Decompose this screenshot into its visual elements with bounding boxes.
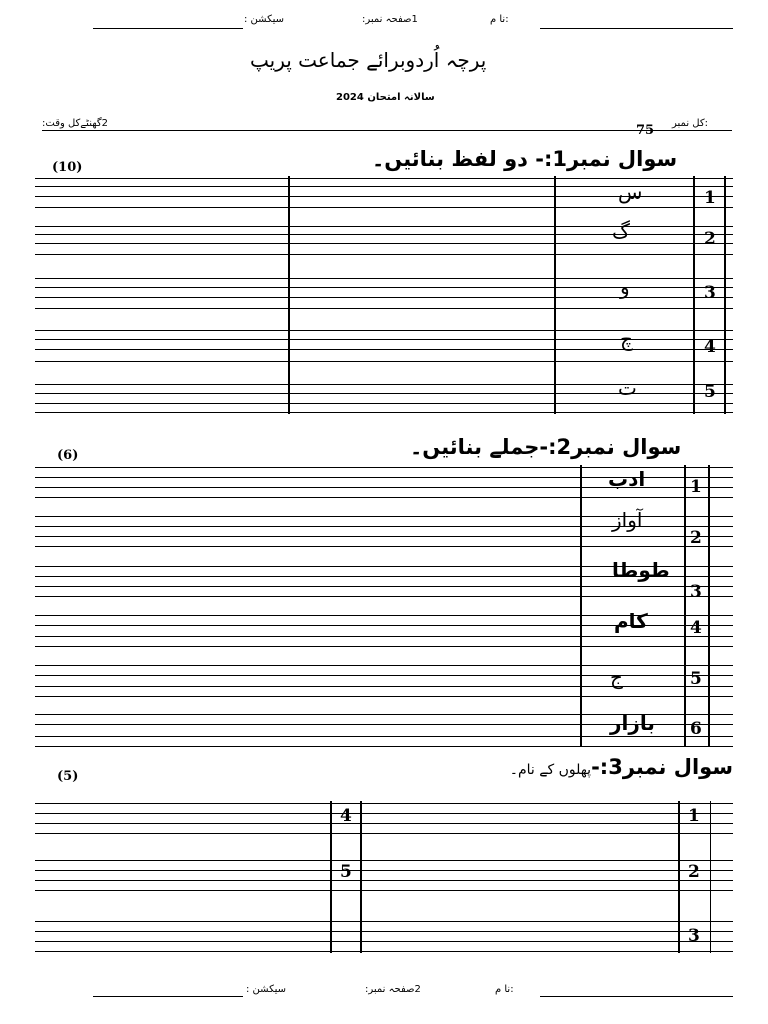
q3-col-divider-3 <box>678 801 680 953</box>
name-underline[interactable] <box>540 28 733 29</box>
q1-number-4: 4 <box>704 337 716 357</box>
q1-letter-1: س <box>618 180 643 204</box>
q1-title: سوال نمبر1:- دو لفظ بنائیں۔ <box>372 147 678 171</box>
q1-letter-3: و <box>620 275 630 299</box>
q2-number-4: 4 <box>690 618 702 638</box>
q2-word-4: کام <box>614 609 648 633</box>
q1-col-divider-3 <box>693 176 695 414</box>
q1-letter-2: گ <box>612 219 630 243</box>
q2-number-2: 2 <box>690 528 702 548</box>
q2-word-5: ج <box>610 665 623 689</box>
page-number-label: 1صفحہ نمبر: <box>362 14 418 25</box>
q3-number-3: 3 <box>688 926 700 946</box>
q1-number-3: 3 <box>704 283 716 303</box>
q3-col-divider-4 <box>710 801 711 953</box>
header-rule <box>42 130 732 131</box>
q2-number-1: 1 <box>690 477 702 497</box>
q2-col-divider-1 <box>580 465 582 747</box>
q3-number-1: 1 <box>688 806 700 826</box>
q1-number-5: 5 <box>704 382 716 402</box>
q3-marks: (5) <box>57 769 79 784</box>
q1-col-divider-1 <box>288 176 290 414</box>
total-marks-value: 75 <box>636 123 655 138</box>
q3-col-divider-2 <box>360 801 362 953</box>
q1-number-2: 2 <box>704 229 716 249</box>
section-underline[interactable] <box>93 28 243 29</box>
q2-word-3: طوطا <box>612 558 670 582</box>
footer-section-underline[interactable] <box>93 996 243 997</box>
q2-number-6: 6 <box>690 719 702 739</box>
q3-title <box>510 755 733 779</box>
page-subtitle: سالانہ امتحان 2024 <box>336 92 435 103</box>
q1-col-divider-4 <box>724 176 726 414</box>
q2-marks: (6) <box>57 448 79 463</box>
section-label: سیکشن : <box>244 14 284 25</box>
q3-title-main: سوال نمبر3:- <box>591 755 733 779</box>
q2-number-5: 5 <box>690 669 702 689</box>
q2-title: سوال نمبر2:-جملے بنائیں۔ <box>410 435 682 459</box>
q2-word-1: ادب <box>608 467 646 491</box>
q1-number-1: 1 <box>704 188 716 208</box>
footer-section-label: سیکشن : <box>246 984 286 995</box>
q2-col-divider-3 <box>708 465 710 747</box>
name-label: :نا م <box>490 14 509 25</box>
q2-col-divider-2 <box>684 465 686 747</box>
q3-number-5: 5 <box>340 862 352 882</box>
q1-letter-4: چ <box>620 327 633 351</box>
footer-page-number-label: 2صفحہ نمبر: <box>365 984 421 995</box>
time-label: 2گھنٹےکل وقت: <box>42 118 108 129</box>
q2-number-3: 3 <box>690 582 702 602</box>
footer-name-underline[interactable] <box>540 996 733 997</box>
q3-col-divider-1 <box>330 801 332 953</box>
q2-word-2: آواز <box>612 508 643 532</box>
q2-word-6: بازار <box>610 711 655 735</box>
q3-number-2: 2 <box>688 862 700 882</box>
q1-marks: (10) <box>52 160 83 175</box>
q3-title-sub: پھلوں کے نام۔ <box>509 762 592 778</box>
q1-col-divider-2 <box>554 176 556 414</box>
footer-name-label: :نا م <box>495 984 514 995</box>
page-title: پرچہ اُردوبرائے جماعت پریپ <box>250 48 487 72</box>
q1-letter-5: ت <box>618 376 637 400</box>
total-marks-label: :کل نمبر <box>672 118 708 129</box>
q3-number-4: 4 <box>340 806 352 826</box>
